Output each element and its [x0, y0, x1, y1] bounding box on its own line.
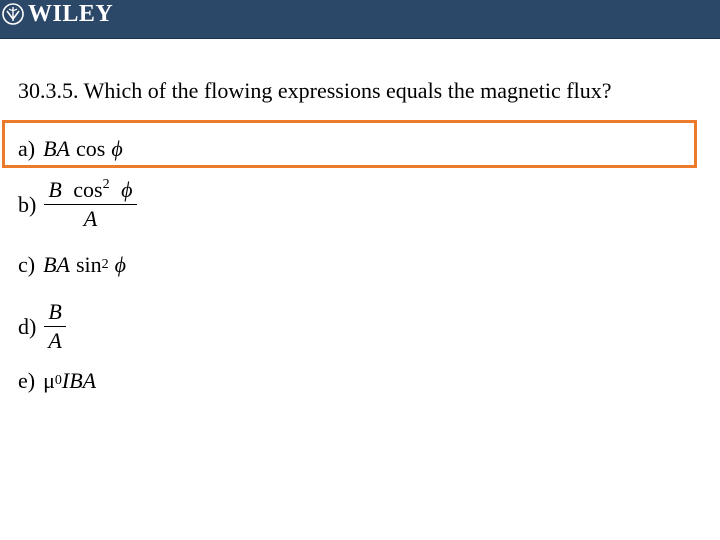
option-e[interactable]: e) μ 0 IBA [18, 368, 97, 393]
option-e-label: e) [18, 368, 36, 393]
option-d-denominator: A [48, 328, 62, 353]
question-text: 30.3.5. Which of the flowing expressions equals the magnetic flux? [18, 78, 612, 103]
option-c-label: c) [18, 252, 36, 277]
option-b-phi: ϕ [121, 177, 133, 202]
option-d[interactable] [18, 300, 66, 353]
option-a-ba: BA [43, 136, 70, 161]
header-bar [0, 0, 720, 39]
option-c-sin: sin [75, 252, 102, 277]
option-c[interactable]: c) BA sin 2 ϕ [18, 252, 127, 277]
option-c-phi: ϕ [114, 252, 127, 277]
option-b-denominator: A [83, 206, 98, 231]
option-b-label: b) [18, 191, 37, 217]
option-a-cos: cos [75, 136, 106, 161]
option-c-ba: BA [43, 252, 70, 277]
option-d-fraction [44, 300, 65, 353]
option-b[interactable] [18, 178, 137, 231]
option-a[interactable] [18, 136, 123, 162]
logo-text: WILEY [28, 1, 114, 27]
option-a-label: a) [18, 136, 36, 161]
option-b-cos: cos [73, 177, 103, 202]
wiley-seal-icon [2, 3, 24, 25]
option-b-fraction [44, 178, 136, 231]
option-b-numerator [44, 178, 136, 205]
option-a-phi: ϕ [111, 136, 123, 161]
option-d-numerator: B [44, 300, 65, 327]
option-e-mu: μ [43, 368, 55, 393]
option-b-b: B [48, 177, 62, 202]
option-b-exponent: 2 [102, 177, 110, 192]
option-d-label: d) [18, 313, 37, 339]
wiley-logo [2, 2, 113, 26]
option-e-iba: IBA [61, 368, 97, 393]
